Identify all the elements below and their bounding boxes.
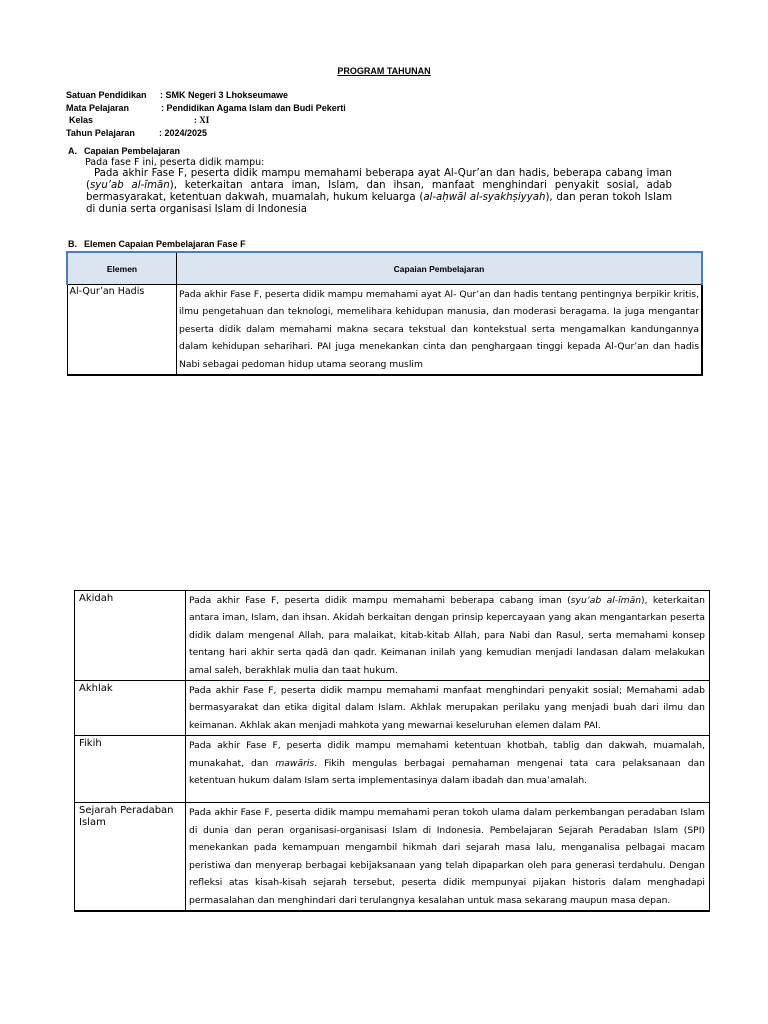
capaian-term-1: syu’ab al-īmān	[89, 180, 170, 191]
kelas-value: : XI	[194, 115, 210, 126]
section-a-number: A.	[68, 146, 77, 156]
header-elemen: Elemen	[67, 252, 177, 285]
capaian-term: mawāris	[275, 757, 315, 769]
elemen-cell: Akidah	[75, 591, 186, 681]
elemen-table	[66, 251, 703, 376]
elemen-cell: Akhlak	[75, 681, 186, 736]
elemen-cell: Al-Qur’an Hadis	[67, 285, 177, 376]
mapel-label: Mata Pelajaran	[66, 102, 130, 113]
capaian-text-1: Pada akhir Fase F, peserta didik mampu memahami beberapa ayat Al-Qur’an dan hadis, beberapa cabang iman (	[86, 168, 672, 191]
section-a-title: Capaian Pembelajaran	[84, 146, 181, 156]
elemen-table-continued	[74, 590, 710, 912]
kelas-label: Kelas	[69, 115, 94, 126]
capaian-cell: Pada akhir Fase F, peserta didik mampu memahami peran tokoh ulama dalam perkembangan peradaban Islam di dunia dan peran organisasi-organisasi Islam di Indonesia. Pembelajaran Sejarah Peradaban Islam (SPI) menekankan pada kemampuan mengambil hikmah dari sejarah masa lalu, menganalisa pelbagai macam peristiwa dan menyerap berbagai kebijaksanaan yang telah dipaparkan oleh para generasi terdahulu. Dengan refleksi atas kisah-kisah sejarah tersebut, peserta didik mempunyai pijakan historis dalam menghadapi permasalahan dan menghindari dari terulangnya kesalahan untuk masa sekarang maupun masa depan.	[186, 803, 710, 911]
capaian-text: . Fikih mengulas berbagai pemahaman mengenai tata cara pelaksanaan dan ketentuan hukum dalam Islam serta implementasinya dalam ibadah dan mua’amalah.	[189, 757, 705, 787]
elemen-cell: Sejarah Peradaban Islam	[75, 803, 186, 911]
capaian-cell: Pada akhir Fase F, peserta didik mampu memahami manfaat menghindari penyakit sosial; Memahami adab bermasyarakat dan etika digital dalam Islam. Akhlak merupakan perilaku yang menjadi buah dari ilmu dan keimanan. Akhlak akan menjadi mahkota yang mewarnai keseluruhan elemen dalam PAI.	[186, 681, 710, 736]
capaian-cell	[186, 591, 710, 681]
tahun-label: Tahun Pelajaran	[66, 127, 135, 138]
section-a-intro: Pada fase F ini, peserta didik mampu:	[85, 157, 265, 168]
capaian-cell	[186, 736, 710, 803]
table-row	[75, 803, 710, 911]
capaian-paragraph	[86, 168, 672, 216]
table-row	[75, 591, 710, 681]
satuan-label: Satuan Pendidikan	[66, 90, 147, 100]
capaian-text: Pada akhir Fase F, peserta didik mampu memahami ketentuan khotbah, tablig dan dakwah, muamalah, munakahat, dan	[189, 740, 705, 769]
section-b-number: B.	[68, 239, 77, 249]
cell-spacer	[189, 789, 705, 801]
section-b-title: Elemen Capaian Pembelajaran Fase F	[84, 239, 246, 249]
capaian-text: ), keterkaitan antara iman, Islam, dan ihsan. Akidah berkaitan dengan prinsip kepercayaan yang akan mengantarkan peserta didik dalam mengenal Allah, para malaikat, kitab-kitab Allah, para Nabi dan Rasul, serta memahami konsep tentang hari akhir serta qadā dan qadr. Keimanan inilah yang kemudian menjadi landasan dalam melakukan amal saleh, berakhlak mulia dan taat hukum.	[189, 595, 705, 676]
capaian-text-2: ), keterkaitan antara iman, Islam, dan ihsan, manfaat menghindari penyakit sosial, adab bermasyarakat, ketentuan dakwah, muamalah, hukum keluarga (	[86, 180, 672, 203]
satuan-value: : SMK Negeri 3 Lhokseumawe	[160, 90, 289, 100]
elemen-cell: Fikih	[75, 736, 186, 803]
capaian-term: syu’ab al-īmān	[570, 595, 642, 606]
capaian-term-2: al-aḥwāl al-syakhṣiyyah	[423, 192, 546, 203]
capaian-text: Pada akhir Fase F, peserta didik mampu memahami beberapa cabang iman (	[189, 595, 571, 606]
tahun-value: : 2024/2025	[159, 127, 208, 138]
section-b-heading	[68, 239, 246, 249]
document-title: PROGRAM TAHUNAN	[337, 66, 431, 76]
capaian-cell: Pada akhir Fase F, peserta didik mampu memahami ayat Al- Qur’an dan hadis tentang pentingnya berpikir kritis, ilmu pengetahuan dan teknologi, memelihara kehidupan manusia, dan moderasi beragama. Ia juga mengantar peserta didik dalam memahami makna secara tekstual dan kontekstual serta mengamalkan kandungannya dalam kehidupan seharihari. PAI juga menekankan cinta dan penghargaan tinggi kepada Al-Qur’an dan hadis Nabi sebagai pedoman hidup utama seorang muslim	[177, 285, 703, 376]
table-row	[75, 736, 710, 803]
section-a-heading	[68, 146, 180, 156]
table-row	[75, 681, 710, 736]
capaian-text-3: ), dan peran tokoh Islam di dunia serta organisasi Islam di Indonesia	[86, 192, 672, 215]
table-row	[67, 285, 702, 376]
mapel-value: : Pendidikan Agama Islam dan Budi Pekerti	[161, 102, 346, 113]
header-capaian: Capaian Pembelajaran	[177, 252, 703, 285]
table-header-row	[67, 252, 702, 285]
